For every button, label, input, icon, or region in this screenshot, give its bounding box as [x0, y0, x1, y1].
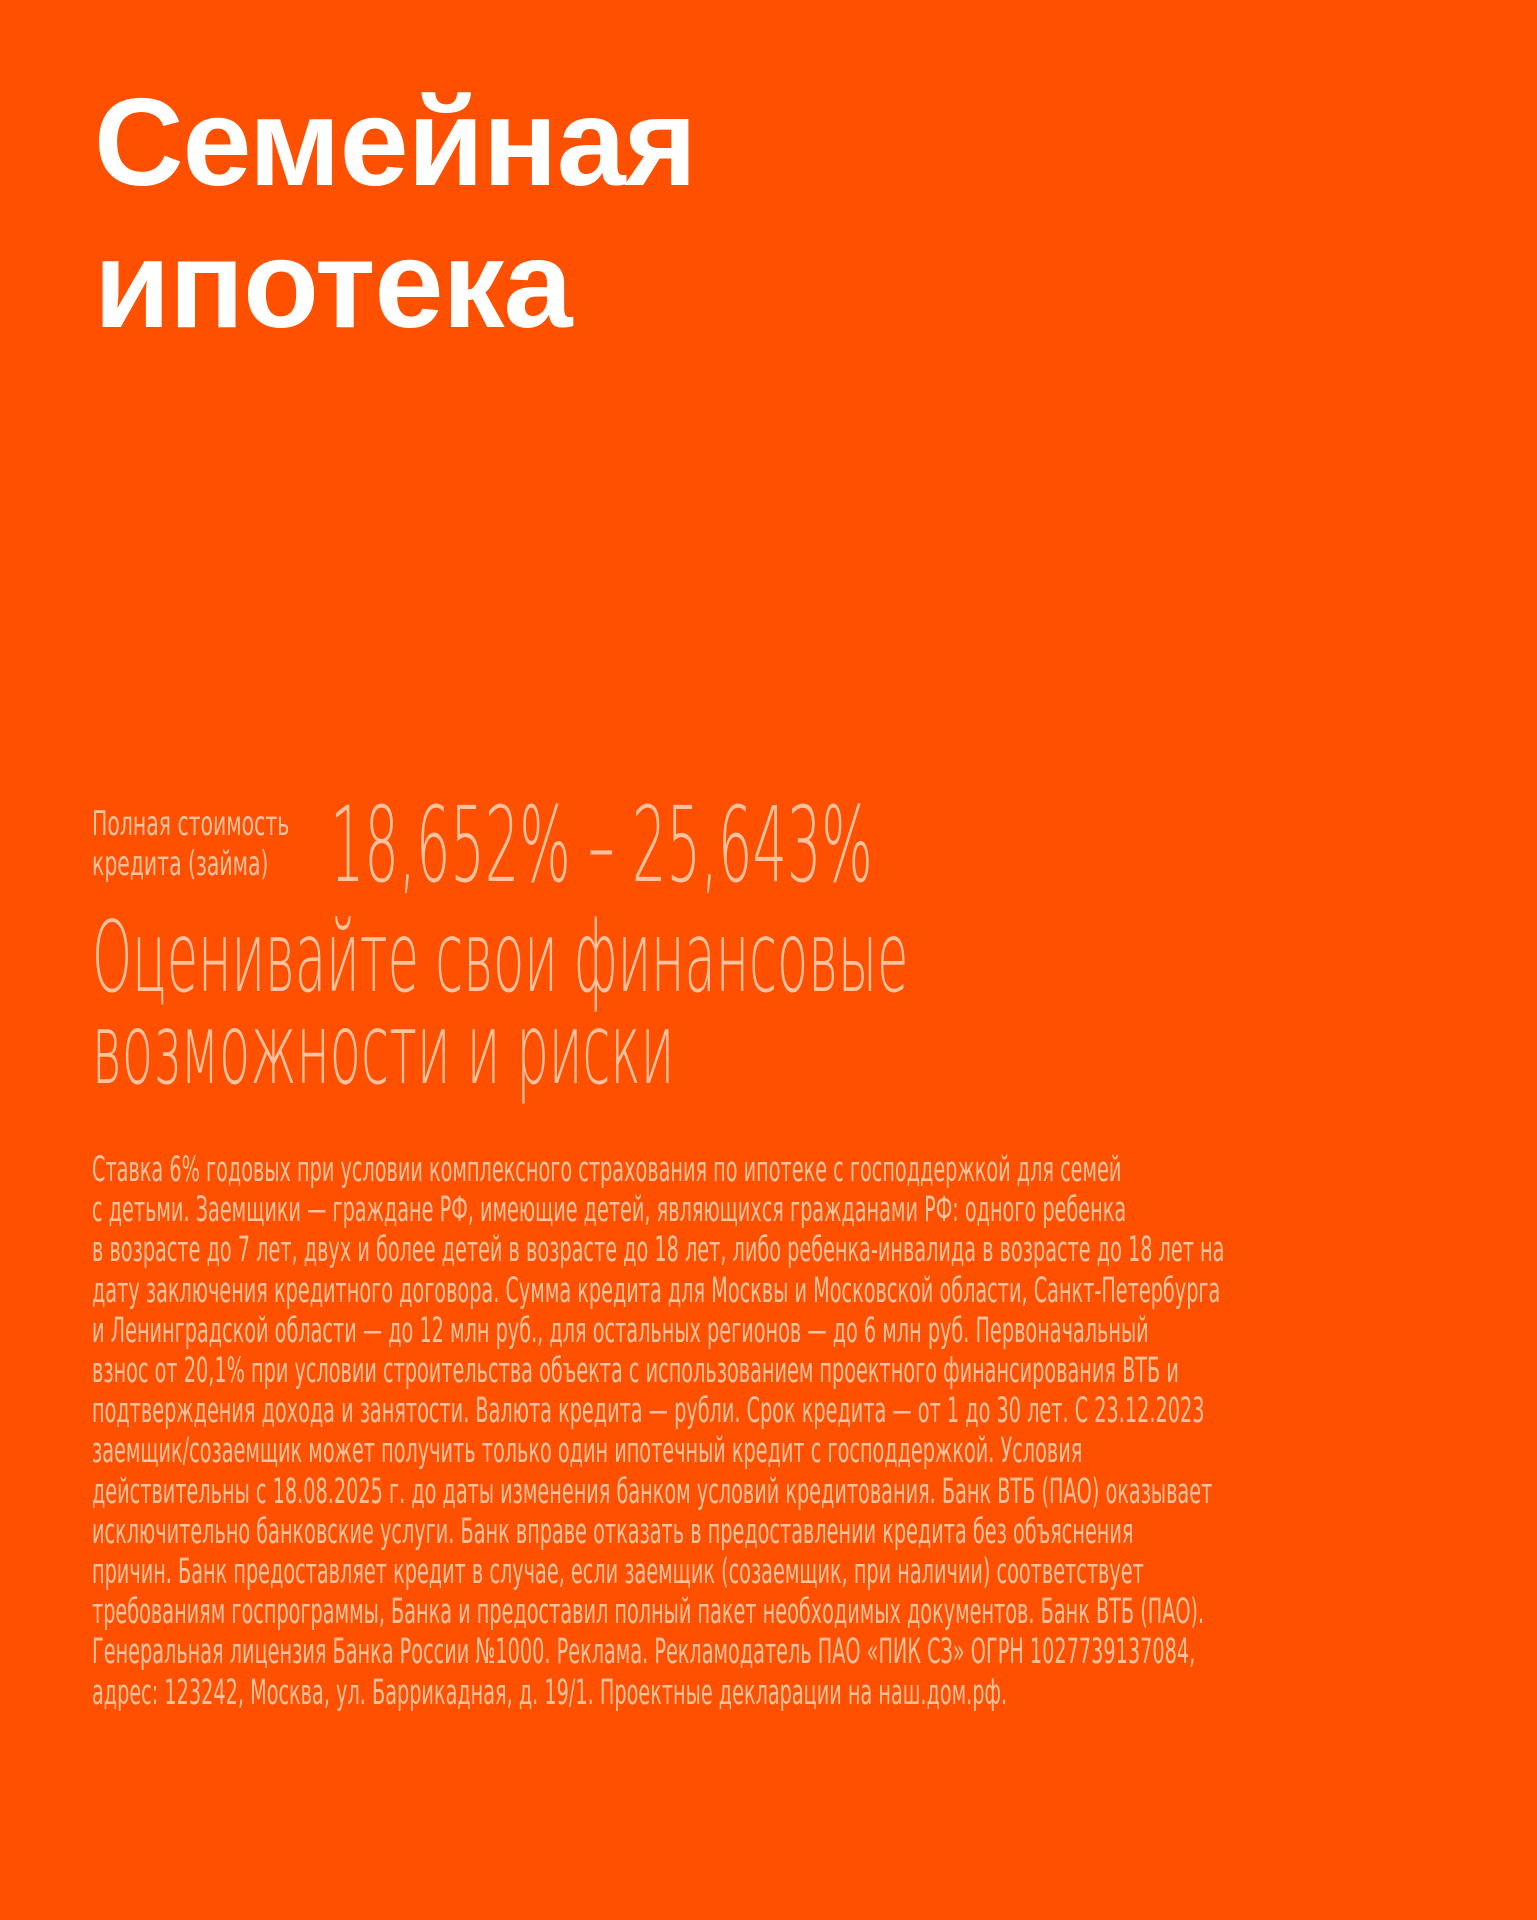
psk-label-line-1: Полная стоимость: [92, 804, 290, 844]
disclaimer-line: требованиям госпрограммы, Банка и предоставил полный пакет необходимых документов. Банк ВТБ (ПАО).: [92, 1592, 1205, 1633]
disclaimer-line: взнос от 20,1% при условии строительства объекта с использованием проектного финансирования ВТБ и: [92, 1351, 1179, 1392]
headline: [92, 901, 909, 1107]
headline-line-1: Оценивайте свои финансовые: [92, 901, 909, 1015]
disclaimer-line: в возрасте до 7 лет, двух и более детей в возрасте до 18 лет, либо ребенка-инвалида в возрасте до 18 лет на: [92, 1230, 1225, 1271]
page-title: [94, 72, 696, 356]
disclaimer-line: исключительно банковские услуги. Банк вправе отказать в предоставлении кредита без объяснения: [92, 1511, 1134, 1552]
headline-line-2: возможности и риски: [92, 993, 675, 1107]
disclaimer-line: подтверждения дохода и занятости. Валюта кредита — рубли. Срок кредита — от 1 до 30 лет. С 23.12.2023: [92, 1391, 1205, 1432]
disclaimer-line: заемщик/созаемщик может получить только один ипотечный кредит с господдержкой. Условия: [92, 1431, 1083, 1472]
disclaimer-line: Генеральная лицензия Банка России №1000. Реклама. Рекламодатель ПАО «ПИК СЗ» ОГРН 1027739137084,: [92, 1632, 1196, 1673]
disclaimer-line: адрес: 123242, Москва, ул. Баррикадная, д. 19/1. Проектные декларации на наш.дом.рф.: [92, 1672, 1008, 1713]
disclaimer-line: дату заключения кредитного договора. Сумма кредита для Москвы и Московской области, Санкт-Петербурга: [92, 1270, 1221, 1311]
disclaimer-line: действительны с 18.08.2025 г. до даты изменения банком условий кредитования. Банк ВТБ (ПАО) оказывает: [92, 1471, 1213, 1512]
psk-value: 18,652% – 25,643%: [330, 784, 873, 906]
psk-label-line-2: кредита (займа): [92, 844, 269, 884]
psk-label: [92, 804, 289, 884]
disclaimer-line: причин. Банк предоставляет кредит в случае, если заемщик (созаемщик, при наличии) соответствует: [92, 1552, 1144, 1593]
disclaimer-line: и Ленинградской области — до 12 млн руб., для остальных регионов — до 6 млн руб. Первоначальный: [92, 1310, 1149, 1351]
disclaimer-line: с детьми. Заемщики — граждане РФ, имеющие детей, являющихся гражданами РФ: одного ребенка: [92, 1190, 1127, 1231]
disclaimer-text: [92, 1150, 1247, 1713]
title-line-1: Семейная: [94, 74, 697, 212]
disclaimer-line: Ставка 6% годовых при условии комплексного страхования по ипотеке с господдержкой для семей: [92, 1150, 1122, 1190]
title-line-2: ипотека: [94, 216, 572, 354]
